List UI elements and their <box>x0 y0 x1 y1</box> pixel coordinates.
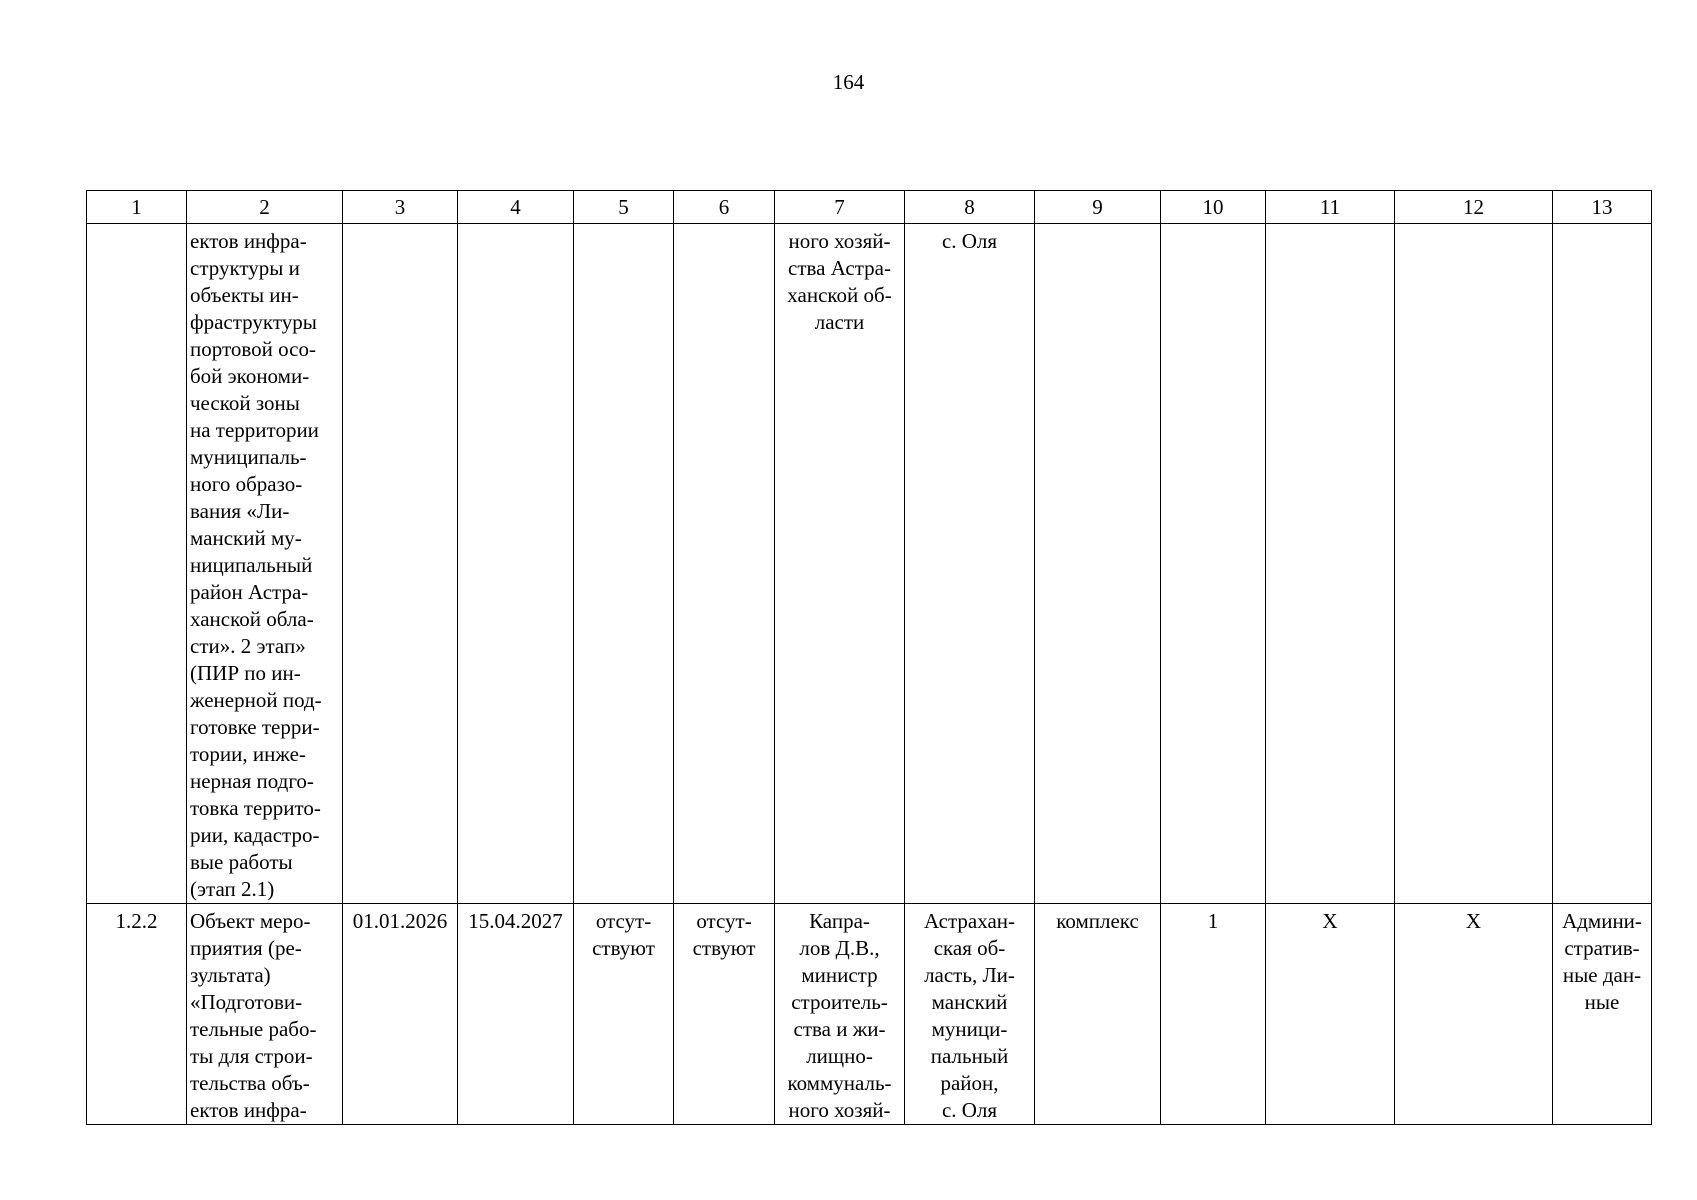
cell-text-line: ектов инфра- <box>190 229 307 253</box>
cell-text-line: товка террито- <box>190 796 321 820</box>
cell-text-line: ного хозяй- <box>788 1098 891 1122</box>
cell-col12 <box>1395 224 1553 904</box>
data-table <box>86 190 1652 1125</box>
cell-text-line: ческой зоны <box>190 391 300 415</box>
cell-location <box>905 224 1035 904</box>
cell-text-line: бой экономи- <box>190 364 310 388</box>
cell-text-line: Админи- <box>1562 909 1642 933</box>
cell-start-date: 01.01.2026 <box>343 904 458 1125</box>
cell-text-line: манский му- <box>190 526 302 550</box>
cell-text-line: ства и жи- <box>793 1017 886 1041</box>
cell-col11 <box>1266 224 1395 904</box>
cell-text-line: ные дан- <box>1562 963 1642 987</box>
cell-text-line: ные <box>1584 990 1620 1014</box>
cell-text-line: отсут- <box>696 909 752 933</box>
header-cell: 8 <box>905 191 1035 224</box>
cell-text-line: ства Астра- <box>788 256 891 280</box>
cell-text-line: район Астра- <box>190 580 309 604</box>
header-cell: 3 <box>343 191 458 224</box>
cell-text-line: пальный <box>930 1044 1009 1068</box>
cell-number <box>87 224 187 904</box>
cell-text-line: «Подготови- <box>190 990 303 1014</box>
cell-text-line: вые работы <box>190 850 293 874</box>
cell-text-line: министр <box>801 963 878 987</box>
cell-text-line: ская об- <box>933 936 1006 960</box>
cell-col5 <box>574 224 674 904</box>
cell-text-line: тельства объ- <box>190 1071 310 1095</box>
cell-col12: X <box>1395 904 1553 1125</box>
cell-col10: 1 <box>1161 904 1266 1125</box>
cell-text-line: ектов инфра- <box>190 1098 307 1122</box>
cell-end-date <box>458 224 574 904</box>
cell-text-line: портовой осо- <box>190 337 316 361</box>
cell-text-line: женерной под- <box>190 688 322 712</box>
cell-text-line: нерная подго- <box>190 769 314 793</box>
cell-responsible <box>775 904 905 1125</box>
cell-text-line: строитель- <box>791 990 888 1014</box>
cell-col10 <box>1161 224 1266 904</box>
cell-start-date <box>343 224 458 904</box>
cell-responsible <box>775 224 905 904</box>
cell-text-line: ласть, Ли- <box>924 963 1015 987</box>
cell-text-line: ниципальный <box>190 553 313 577</box>
cell-col11: X <box>1266 904 1395 1125</box>
cell-text-line: объекты ин- <box>190 283 299 307</box>
cell-col9: комплекс <box>1035 904 1161 1125</box>
cell-text-line: район, <box>940 1071 999 1095</box>
cell-text-line: муниципаль- <box>190 445 307 469</box>
cell-text-line: ласти <box>814 310 865 334</box>
cell-number: 1.2.2 <box>87 904 187 1125</box>
cell-text-line: ты для строи- <box>190 1044 313 1068</box>
cell-text-line: тельные рабо- <box>190 1017 317 1041</box>
page-number: 164 <box>832 70 865 94</box>
cell-text-line: (этап 2.1) <box>190 877 275 901</box>
cell-text-line: ного образо- <box>190 472 303 496</box>
table-row <box>87 224 1652 904</box>
cell-text-line: с. Оля <box>941 229 998 253</box>
cell-text-line: лищно- <box>806 1044 873 1068</box>
header-cell: 10 <box>1161 191 1266 224</box>
cell-text-line: ханской обла- <box>190 607 314 631</box>
cell-col13 <box>1553 904 1652 1125</box>
header-cell: 7 <box>775 191 905 224</box>
header-cell: 9 <box>1035 191 1161 224</box>
cell-name <box>187 904 343 1125</box>
cell-text-line: ханской об- <box>787 283 892 307</box>
cell-name <box>187 224 343 904</box>
cell-text-line: (ПИР по ин- <box>190 661 301 685</box>
header-cell: 4 <box>458 191 574 224</box>
cell-text-line: отсут- <box>595 909 652 933</box>
cell-text-line: коммуналь- <box>787 1071 892 1095</box>
header-cell: 1 <box>87 191 187 224</box>
cell-text-line: Астрахан- <box>924 909 1015 933</box>
cell-text-line: ного хозяй- <box>788 229 891 253</box>
cell-text-line: тории, инже- <box>190 742 306 766</box>
table-row <box>87 904 1652 1125</box>
cell-text-line: лов Д.В., <box>799 936 880 960</box>
header-cell: 5 <box>574 191 674 224</box>
cell-text-line: рии, кадастро- <box>190 823 320 847</box>
cell-col9 <box>1035 224 1161 904</box>
cell-text-line: готовке терри- <box>190 715 320 739</box>
header-cell: 2 <box>187 191 343 224</box>
cell-text-line: структуры и <box>190 256 300 280</box>
header-cell: 12 <box>1395 191 1553 224</box>
cell-text-line: Капра- <box>809 909 870 933</box>
cell-text-line: ствуют <box>692 936 756 960</box>
cell-end-date: 15.04.2027 <box>458 904 574 1125</box>
cell-text-line: фраструктуры <box>190 310 317 334</box>
table-header-row <box>87 191 1652 224</box>
cell-text-line: с. Оля <box>941 1098 998 1122</box>
cell-text-line: Объект меро- <box>190 909 311 933</box>
header-cell: 6 <box>674 191 775 224</box>
cell-col6 <box>674 224 775 904</box>
cell-text-line: манский <box>931 990 1008 1014</box>
header-cell: 11 <box>1266 191 1395 224</box>
cell-text-line: сти». 2 этап» <box>190 634 306 658</box>
cell-location <box>905 904 1035 1125</box>
cell-col6 <box>674 904 775 1125</box>
cell-col13 <box>1553 224 1652 904</box>
cell-text-line: приятия (ре- <box>190 936 302 960</box>
cell-col5 <box>574 904 674 1125</box>
cell-text-line: ствуют <box>592 936 655 960</box>
cell-text-line: стратив- <box>1564 936 1640 960</box>
cell-text-line: вания «Ли- <box>190 499 290 523</box>
header-cell: 13 <box>1553 191 1652 224</box>
cell-text-line: муници- <box>931 1017 1008 1041</box>
cell-text-line: зультата) <box>190 963 271 987</box>
cell-text-line: на территории <box>190 418 319 442</box>
